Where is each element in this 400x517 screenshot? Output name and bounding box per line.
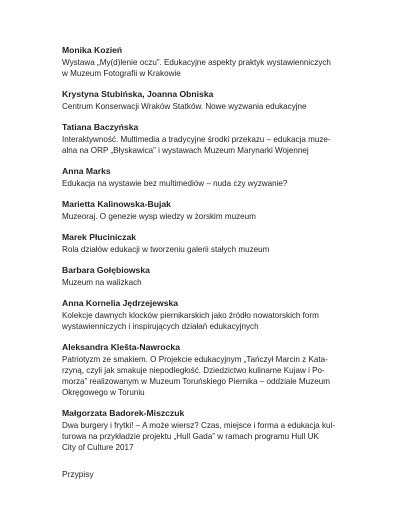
toc-entry bbox=[62, 44, 362, 79]
entry-title-line: turowa na przykładzie projektu „Hull Gada” w ramach programu Hull UK bbox=[62, 432, 319, 441]
entry-title-line: Muzeum na walizkach bbox=[62, 278, 142, 287]
entry-author: Anna Marks bbox=[62, 166, 111, 176]
toc-entry bbox=[62, 165, 362, 189]
entry-title-line: rzyną, czyli jak smakuje niepodległość. Dziedzictwo kulinarne Kujaw i Po- bbox=[62, 366, 325, 375]
toc-entry bbox=[62, 231, 362, 255]
toc-entry bbox=[62, 407, 362, 453]
toc-entry bbox=[62, 121, 362, 156]
entry-author: Aleksandra Klešta-Nawrocka bbox=[62, 342, 180, 352]
entry-title-line: morza” realizowanym w Muzeum Toruńskiego Piernika – oddziale Muzeum bbox=[62, 377, 330, 386]
entry-title[interactable] bbox=[62, 244, 362, 255]
entry-title[interactable] bbox=[62, 134, 362, 156]
entry-title-line: Interaktywność. Multimedia a tradycyjne środki przekazu – edukacja muze- bbox=[62, 135, 331, 144]
entry-title-line: Muzeoraj. O genezie wysp wiedzy w żorskim muzeum bbox=[62, 212, 256, 221]
footnotes-heading[interactable]: Przypisy bbox=[62, 469, 94, 479]
toc-entry bbox=[62, 88, 362, 112]
entry-title[interactable] bbox=[62, 101, 362, 112]
entry-title-line: Rola działów edukacji w tworzeniu galerii stałych muzeum bbox=[62, 245, 270, 254]
entry-title[interactable] bbox=[62, 310, 362, 332]
toc-entry bbox=[62, 297, 362, 332]
entry-author: Tatiana Baczyńska bbox=[62, 122, 139, 132]
entry-title-line: City of Culture 2017 bbox=[62, 443, 134, 452]
entry-author: Barbara Gołębiowska bbox=[62, 265, 150, 275]
entry-title-line: Centrum Konserwacji Wraków Statków. Nowe wyzwania edukacyjne bbox=[62, 102, 307, 111]
entry-author: Monika Kozień bbox=[62, 45, 123, 55]
entry-title-line: Patriotyzm ze smakiem. O Projekcie edukacyjnym „Tańczył Marcin z Kata- bbox=[62, 355, 328, 364]
entry-author: Marietta Kalinowska-Bujak bbox=[62, 199, 171, 209]
entry-title[interactable] bbox=[62, 420, 362, 453]
entry-title-line: Edukacja na wystawie bez multimediów – nuda czy wyzwanie? bbox=[62, 179, 288, 188]
entry-author: Małgorzata Badorek-Miszczuk bbox=[62, 408, 185, 418]
entry-title-line: Dwa burgery i frytki! – A może wiersz? Czas, miejsce i forma a edukacja kul- bbox=[62, 421, 336, 430]
toc-entry bbox=[62, 198, 362, 222]
toc-entry bbox=[62, 264, 362, 288]
entry-author: Marek Płuciniczak bbox=[62, 232, 137, 242]
toc-entry bbox=[62, 341, 362, 398]
entry-title-line: w Muzeum Fotografii w Krakowie bbox=[62, 69, 181, 78]
entry-title-line: Wystawa „My(d)lenie oczu”. Edukacyjne aspekty praktyk wystawienniczych bbox=[62, 58, 331, 67]
entry-title-line: wystawienniczych i inspirujących działań edukacyjnych bbox=[62, 322, 259, 331]
entry-title[interactable] bbox=[62, 211, 362, 222]
table-of-contents bbox=[62, 44, 362, 480]
entry-author: Anna Kornelia Jędrzejewska bbox=[62, 298, 179, 308]
entry-title-line: Okręgowego w Toruniu bbox=[62, 388, 145, 397]
entry-title[interactable] bbox=[62, 354, 362, 398]
entry-title-line: Kolekcje dawnych klocków piernikarskich jako źródło nowatorskich form bbox=[62, 311, 319, 320]
entry-title[interactable] bbox=[62, 57, 362, 79]
entry-title-line: alna na ORP „Błyskawica” i wystawach Muzeum Marynarki Wojennej bbox=[62, 146, 309, 155]
entry-title[interactable] bbox=[62, 277, 362, 288]
entry-author: Krystyna Stubińska, Joanna Obniska bbox=[62, 89, 214, 99]
entry-title[interactable] bbox=[62, 178, 362, 189]
